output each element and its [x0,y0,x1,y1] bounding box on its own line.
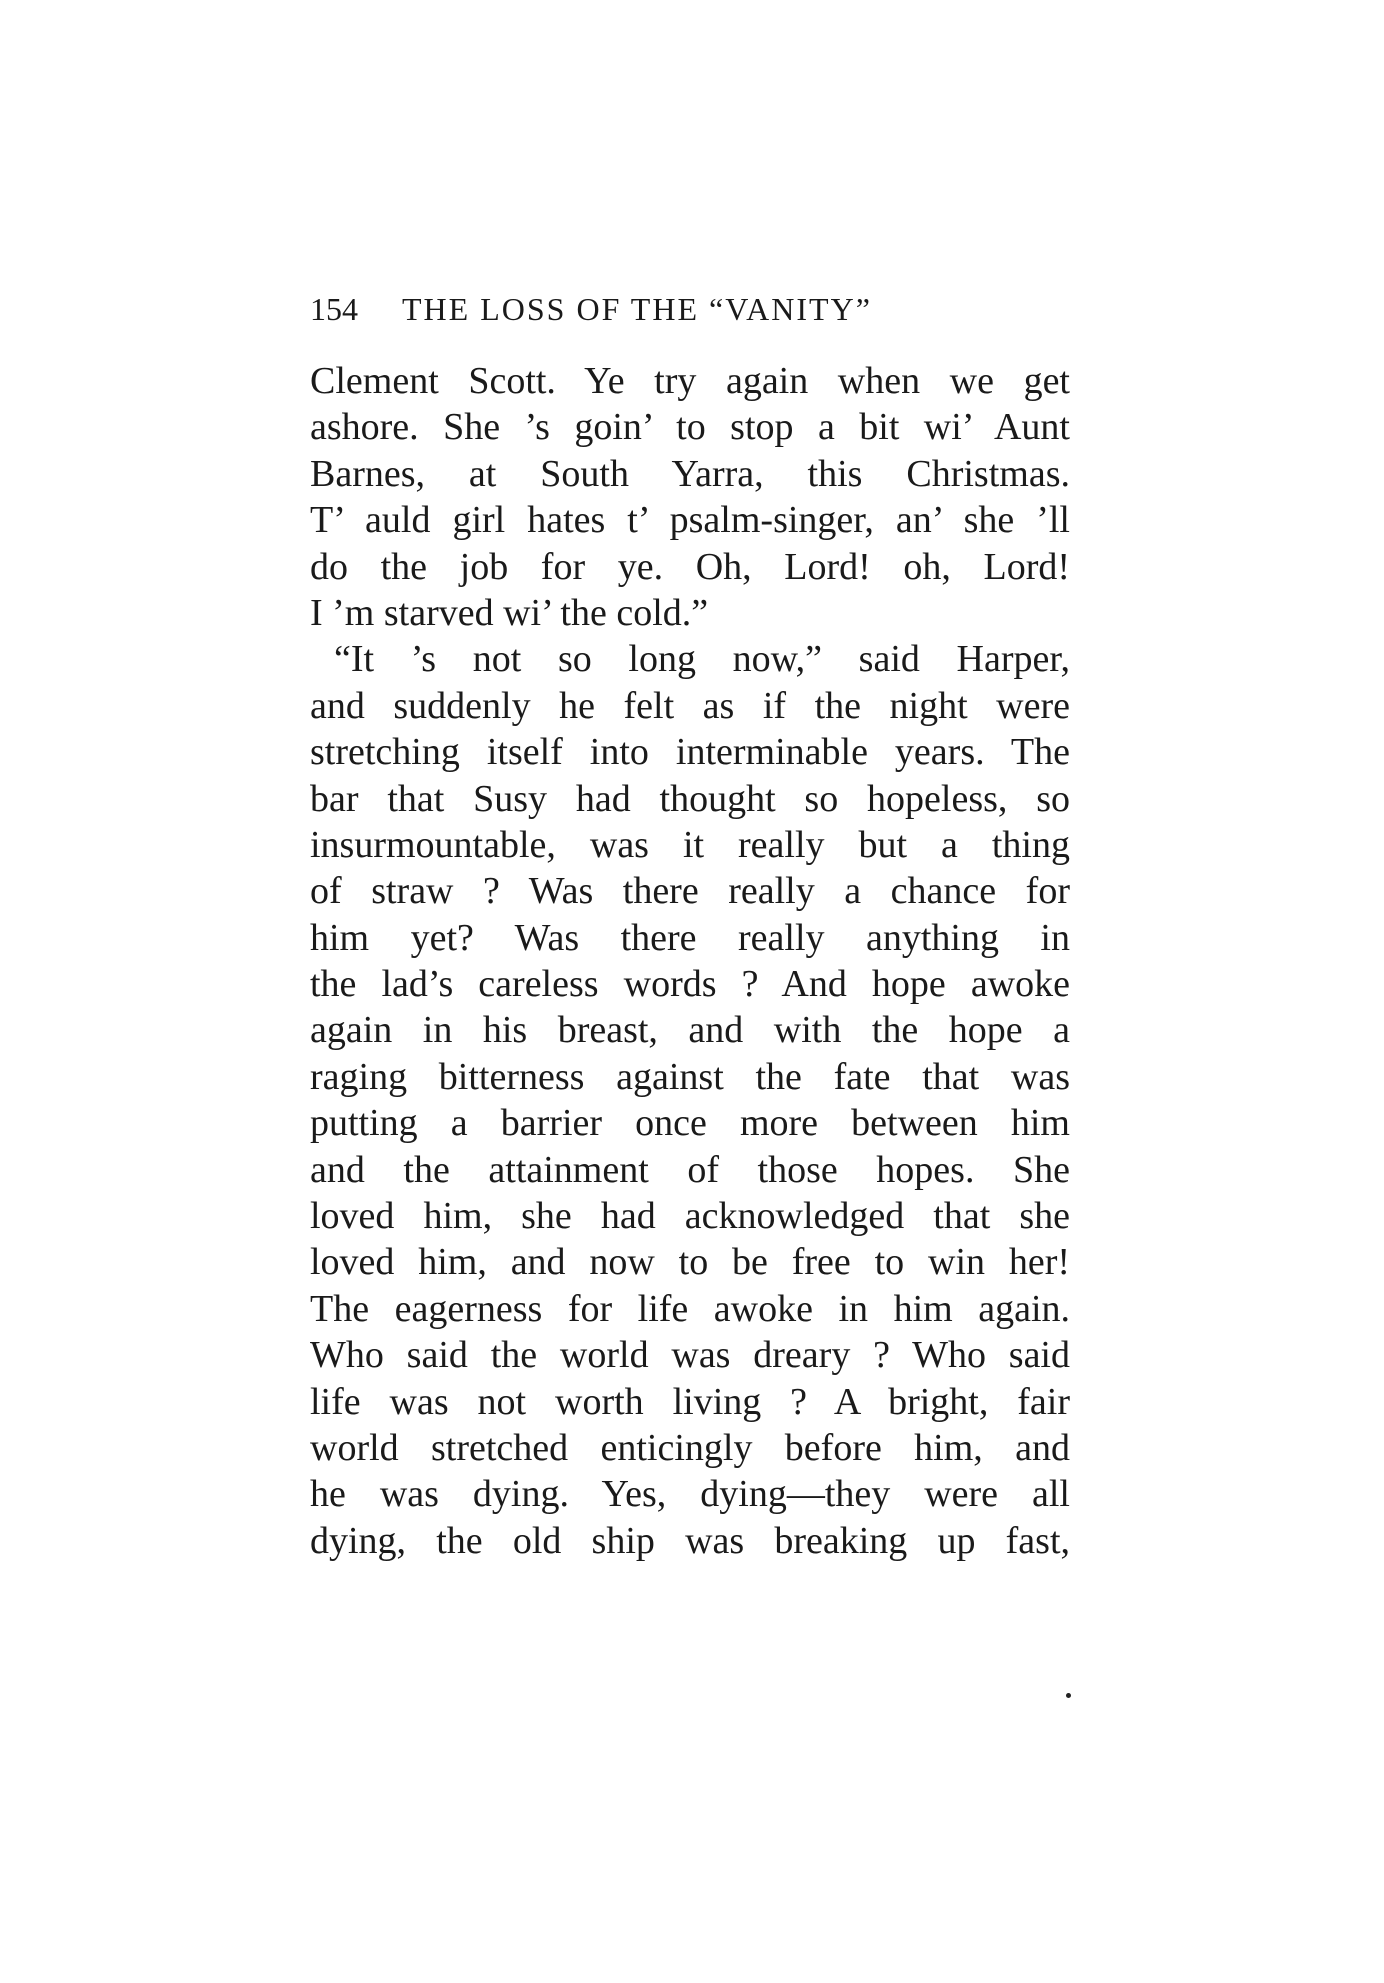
running-head [310,284,1070,334]
paragraph-end-line: I ’m starved wi’ the cold.” [310,591,709,634]
ink-speck [1066,1693,1071,1698]
page-number: 154 [310,291,358,327]
text-line: do the job for ye. Oh, Lord! oh, Lord! [310,545,1070,588]
text-line: T’ auld girl hates t’ psalm-singer, an’ she ’ll [310,499,1070,542]
text-line: and suddenly he felt as if the night were [310,684,1070,727]
paragraph-start-line: “It ’s not so long now,” said Harper, [334,638,1070,681]
text-line: loved him, she had acknowledged that she [310,1195,1070,1238]
text-line: putting a barrier once more between him [310,1102,1070,1145]
text-line: raging bitterness against the fate that was [310,1055,1070,1098]
text-line: Barnes, at South Yarra, this Christmas. [310,452,1070,495]
text-line: stretching itself into interminable years. The [310,731,1070,774]
text-line: him yet? Was there really anything in [310,916,1070,959]
body-text [310,358,1070,1564]
running-title: THE LOSS OF THE “VANITY” [402,291,872,327]
text-line: loved him, and now to be free to win her! [310,1241,1070,1284]
text-line: of straw ? Was there really a chance for [310,870,1070,913]
text-line: bar that Susy had thought so hopeless, so [310,777,1070,820]
text-line: The eagerness for life awoke in him again. [310,1287,1070,1330]
text-line: life was not worth living ? A bright, fair [310,1380,1070,1423]
text-line: and the attainment of those hopes. She [310,1148,1070,1191]
text-line: he was dying. Yes, dying—they were all [310,1473,1070,1516]
text-line: ashore. She ’s goin’ to stop a bit wi’ Aunt [310,406,1070,449]
text-line: again in his breast, and with the hope a [310,1009,1070,1052]
text-line: the lad’s careless words ? And hope awoke [310,963,1070,1006]
text-line: insurmountable, was it really but a thing [310,823,1070,866]
text-line: world stretched enticingly before him, and [310,1426,1070,1469]
text-line: Who said the world was dreary ? Who said [310,1334,1070,1377]
text-line: dying, the old ship was breaking up fast, [310,1519,1070,1562]
text-line: Clement Scott. Ye try again when we get [310,360,1070,402]
